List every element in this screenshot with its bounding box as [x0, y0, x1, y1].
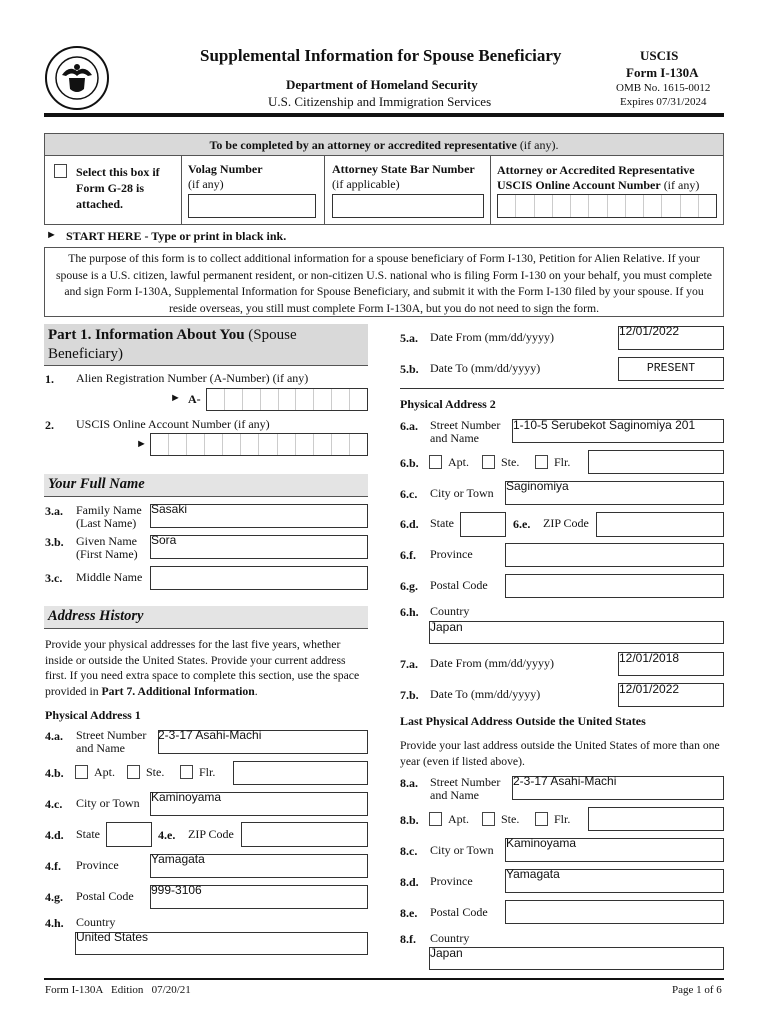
purpose-statement: The purpose of this form is to collect additional information for a spouse beneficiary of Form I-130, Petition for Alien Relative. If your spouse is a U.S. citizen, lawful permanent resident, or non-citizen U.S. national who is filing Form I-130 on your behalf, you must complete and sign Form I-130A, Supplemental Information for Spouse Beneficiary, and submit it with the Form I-130 filed by your spouse. If you reside overseas, you still must complete Form I-130A, but you do not need to sign the form.	[44, 247, 724, 317]
address1-country-value: United States	[76, 930, 149, 944]
address2-country-value: Japan	[430, 620, 463, 634]
address2-city-label: City or Town	[430, 486, 494, 500]
rep-account-sublabel: (if any)	[660, 178, 700, 192]
full-name-section-title: Your Full Name	[44, 474, 368, 497]
address2-country-number: 6.h.	[400, 605, 419, 619]
attorney-section-title: To be completed by an attorney or accredited representative	[209, 138, 517, 152]
address2-postal-number: 6.g.	[400, 579, 418, 593]
address2-ste-checkbox[interactable]	[482, 455, 495, 469]
uscis-label: USCIS	[640, 48, 679, 63]
volag-sublabel: (if any)	[188, 177, 224, 191]
address-history-intro-bold: Part 7. Additional Information	[101, 684, 255, 698]
header-rule	[44, 113, 724, 117]
address2-country-label: Country	[430, 604, 470, 618]
address2-postal-label: Postal Code	[430, 578, 488, 592]
address1-date-from-number: 5.a.	[400, 331, 418, 345]
last-outside-country-field[interactable]	[429, 947, 724, 970]
bar-number-sublabel: (if applicable)	[332, 177, 400, 191]
given-name-number: 3.b.	[45, 535, 64, 549]
address1-unit-field[interactable]	[233, 761, 368, 785]
rep-account-label	[497, 163, 717, 193]
footer-page-number: Page 1 of 6	[672, 984, 722, 996]
family-name-value: Sasaki	[151, 502, 188, 516]
address2-state-field[interactable]	[460, 512, 506, 537]
address1-province-label: Province	[76, 858, 119, 872]
address1-state-number: 4.d.	[45, 828, 64, 842]
last-outside-flr-checkbox[interactable]	[535, 812, 548, 826]
last-outside-apt-label: Apt.	[448, 812, 469, 826]
address1-postal-number: 4.g.	[45, 890, 63, 904]
footer-edition: Form I-130A Edition 07/20/21	[45, 984, 191, 996]
last-outside-province-number: 8.d.	[400, 875, 419, 889]
last-outside-city-number: 8.c.	[400, 844, 418, 858]
address-history-intro-text: Provide your physical addresses for the last five years, whether inside or outside the United States. Provide your current address first. If you need extra space to complete this section, use the space provided in	[45, 638, 360, 698]
given-name-value: Sora	[151, 533, 177, 547]
last-outside-unit-field[interactable]	[588, 807, 724, 831]
address2-street-value: 1-10-5 Serubekot Saginomiya 201	[513, 418, 696, 432]
address2-zip-field[interactable]	[596, 512, 724, 537]
attorney-divider-3	[490, 156, 491, 224]
given-name-label: Given Name (First Name)	[76, 534, 138, 561]
address2-ste-label: Ste.	[501, 455, 520, 469]
q2-label: USCIS Online Account Number (if any)	[76, 417, 270, 431]
address1-apt-checkbox[interactable]	[75, 765, 88, 779]
last-outside-title: Last Physical Address Outside the United States	[400, 714, 646, 728]
given-name-field[interactable]	[150, 535, 368, 559]
address1-country-label: Country	[76, 915, 116, 929]
uscis-account-field[interactable]	[150, 433, 368, 456]
attorney-section-header	[45, 134, 723, 156]
footer-rule	[44, 978, 724, 980]
address1-city-number: 4.c.	[45, 797, 63, 811]
form-title: Supplemental Information for Spouse Beneficiary	[200, 46, 562, 65]
last-outside-city-value: Kaminoyama	[506, 836, 577, 850]
part1-title	[44, 324, 368, 366]
address1-postal-label: Postal Code	[76, 889, 134, 903]
g28-label: Select this box if Form G-28 is attached.	[76, 165, 160, 211]
last-outside-country-value: Japan	[430, 946, 463, 960]
family-name-label: Family Name (Last Name)	[76, 503, 142, 530]
middle-name-number: 3.c.	[45, 571, 63, 585]
bar-number-label: Attorney State Bar Number	[332, 162, 475, 176]
address1-city-label: City or Town	[76, 796, 140, 810]
address2-apt-checkbox[interactable]	[429, 455, 442, 469]
address1-zip-number: 4.e.	[158, 828, 176, 842]
last-outside-province-label: Province	[430, 874, 473, 888]
address2-apt-label: Apt.	[448, 455, 469, 469]
last-outside-intro: Provide your last address outside the United States of more than one year (even if listed above).	[400, 739, 720, 768]
address2-unit-number: 6.b.	[400, 456, 419, 470]
address2-province-number: 6.f.	[400, 548, 416, 562]
address2-city-value: Saginomiya	[506, 479, 569, 493]
last-outside-ste-checkbox[interactable]	[482, 812, 495, 826]
address1-street-number: 4.a.	[45, 729, 63, 743]
address1-date-to-label: Date To (mm/dd/yyyy)	[430, 361, 541, 375]
address1-province-number: 4.f.	[45, 859, 61, 873]
last-outside-apt-checkbox[interactable]	[429, 812, 442, 826]
address1-date-from-value: 12/01/2022	[619, 324, 680, 338]
address2-street-label: Street Number and Name	[430, 418, 501, 445]
address1-date-to-number: 5.b.	[400, 362, 419, 376]
address2-flr-checkbox[interactable]	[535, 455, 548, 469]
q2-number: 2.	[45, 418, 54, 432]
dhs-seal-icon	[44, 45, 110, 111]
address1-flr-label: Flr.	[199, 765, 216, 779]
last-outside-city-label: City or Town	[430, 843, 494, 857]
address1-state-label: State	[76, 827, 100, 841]
part1-title-rest: (Spouse Beneficiary)	[48, 327, 297, 362]
q1-number: 1.	[45, 372, 54, 386]
address2-date-from-value: 12/01/2018	[619, 651, 680, 665]
department-name: Department of Homeland Security	[286, 77, 478, 92]
address2-unit-field[interactable]	[588, 450, 724, 474]
address1-street-label: Street Number and Name	[76, 728, 147, 755]
last-outside-country-number: 8.f.	[400, 932, 416, 946]
rep-account-field[interactable]	[497, 194, 717, 218]
last-outside-postal-field[interactable]	[505, 900, 724, 924]
address2-province-field[interactable]	[505, 543, 724, 567]
address1-date-to-value: PRESENT	[646, 362, 696, 375]
address2-country-field[interactable]	[429, 621, 724, 644]
middle-name-field[interactable]	[150, 566, 368, 590]
family-name-number: 3.a.	[45, 504, 63, 518]
address1-state-field[interactable]	[106, 822, 152, 847]
middle-name-label: Middle Name	[76, 570, 143, 584]
volag-label: Volag Number	[188, 162, 263, 176]
address1-zip-field[interactable]	[241, 822, 368, 847]
last-outside-street-label: Street Number and Name	[430, 775, 501, 802]
address1-date-from-label: Date From (mm/dd/yyyy)	[430, 330, 554, 344]
a-number-prefix: A-	[188, 392, 201, 406]
right-column-rule-1	[400, 388, 724, 389]
address2-flr-label: Flr.	[554, 455, 571, 469]
last-outside-street-value: 2-3-17 Asahi-Machi	[513, 774, 617, 788]
address1-apt-label: Apt.	[94, 765, 115, 779]
address1-city-value: Kaminoyama	[151, 790, 222, 804]
address1-province-value: Yamagata	[151, 852, 205, 866]
address2-street-number: 6.a.	[400, 419, 418, 433]
attorney-divider-2	[324, 156, 325, 224]
address2-province-label: Province	[430, 547, 473, 561]
address2-state-number: 6.d.	[400, 517, 419, 531]
last-outside-postal-number: 8.e.	[400, 906, 418, 920]
address2-date-to-number: 7.b.	[400, 688, 419, 702]
last-outside-country-label: Country	[430, 931, 470, 945]
dhs-seal	[44, 45, 110, 111]
form-number: Form I-130A	[626, 65, 699, 80]
address-history-section-title: Address History	[44, 606, 368, 629]
agency-name: U.S. Citizenship and Immigration Services	[268, 94, 492, 109]
address2-postal-field[interactable]	[505, 574, 724, 598]
address2-zip-label: ZIP Code	[543, 516, 589, 530]
address1-flr-checkbox[interactable]	[180, 765, 193, 779]
a-number-field[interactable]	[206, 388, 368, 411]
address1-ste-label: Ste.	[146, 765, 165, 779]
address2-zip-number: 6.e.	[513, 517, 531, 531]
address2-date-to-value: 12/01/2022	[619, 682, 680, 696]
attorney-section-title-suffix: (if any).	[516, 138, 559, 152]
address2-date-from-label: Date From (mm/dd/yyyy)	[430, 656, 554, 670]
rep-account-label-text: Attorney or Accredited Representative USCIS Online Account Number	[497, 163, 695, 192]
last-outside-street-number: 8.a.	[400, 776, 418, 790]
last-outside-flr-label: Flr.	[554, 812, 571, 826]
expiration-date: Expires 07/31/2024	[620, 96, 707, 108]
address1-ste-checkbox[interactable]	[127, 765, 140, 779]
address2-state-label: State	[430, 516, 454, 530]
last-outside-ste-label: Ste.	[501, 812, 520, 826]
omb-number: OMB No. 1615-0012	[616, 82, 711, 94]
address2-date-to-label: Date To (mm/dd/yyyy)	[430, 687, 541, 701]
address2-date-from-number: 7.a.	[400, 657, 418, 671]
address2-title: Physical Address 2	[400, 397, 496, 411]
last-outside-province-value: Yamagata	[506, 867, 560, 881]
part1-title-bold: Part 1. Information About You	[48, 327, 245, 343]
a-number-arrow-icon: ►	[170, 392, 181, 404]
g28-checkbox[interactable]	[54, 164, 67, 178]
address1-postal-value: 999-3106	[151, 883, 202, 897]
attorney-divider-1	[181, 156, 182, 224]
q1-label: Alien Registration Number (A-Number) (if any)	[76, 371, 309, 385]
last-outside-unit-number: 8.b.	[400, 813, 419, 827]
start-here-instruction: START HERE - Type or print in black ink.	[66, 229, 287, 243]
uscis-account-arrow-icon: ►	[136, 438, 147, 450]
address2-city-number: 6.c.	[400, 487, 418, 501]
bar-number-field[interactable]	[332, 194, 484, 218]
address1-title: Physical Address 1	[45, 708, 141, 722]
start-here-arrow-icon: ►	[46, 229, 57, 241]
address1-country-number: 4.h.	[45, 916, 64, 930]
address-history-intro-end: .	[254, 684, 258, 698]
address1-street-value: 2-3-17 Asahi-Machi	[158, 728, 262, 742]
volag-number-field[interactable]	[188, 194, 316, 218]
address-history-intro	[45, 637, 369, 699]
address1-unit-number: 4.b.	[45, 766, 64, 780]
address1-zip-label: ZIP Code	[188, 827, 234, 841]
last-outside-postal-label: Postal Code	[430, 905, 488, 919]
